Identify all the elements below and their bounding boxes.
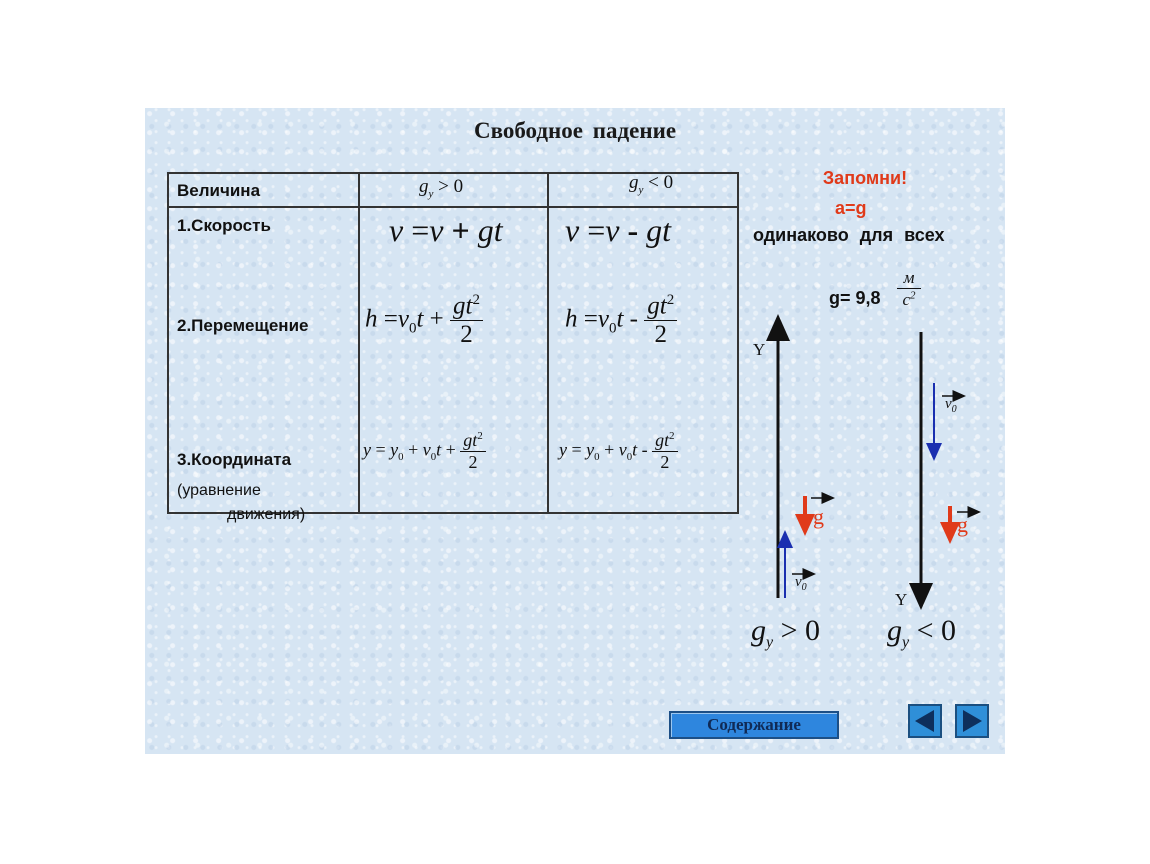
v0-label-right: $v_0$ bbox=[945, 396, 957, 415]
formula-speed-negative: v =v - gt bbox=[565, 212, 671, 248]
row-label-displacement: 2.Перемещение bbox=[177, 316, 309, 335]
remember-label: Запомни! bbox=[822, 168, 908, 188]
arrow-left-icon bbox=[910, 706, 940, 736]
row-label-coordinate: 3.Координата bbox=[177, 450, 292, 469]
g-label-right: g bbox=[957, 512, 968, 537]
motion-diagrams bbox=[145, 108, 1005, 754]
condition-gy-positive: $g_y > 0$ bbox=[751, 614, 821, 651]
header-gy-positive: $g_y > 0$ bbox=[419, 176, 464, 200]
slide bbox=[145, 108, 1005, 754]
condition-gy-negative: $g_y < 0$ bbox=[887, 614, 957, 651]
v0-label-left: $v_0$ bbox=[795, 574, 807, 593]
arrow-right-icon bbox=[957, 706, 987, 736]
g-unit: м $c^2$ bbox=[897, 268, 921, 310]
next-slide-button[interactable] bbox=[955, 704, 989, 738]
slide-title: Свободное падение bbox=[473, 118, 677, 143]
contents-button[interactable]: Содержание bbox=[669, 711, 839, 739]
row-note-equation: (уравнение bbox=[177, 482, 261, 499]
prev-slide-button[interactable] bbox=[908, 704, 942, 738]
formula-displacement-positive: $h =v_0t$ + $\frac{gt^2}{2}$ bbox=[365, 292, 483, 349]
row-note-motion: движения) bbox=[227, 506, 306, 523]
header-gy-negative: $g_y < 0$ bbox=[629, 172, 674, 196]
header-quantity: Величина bbox=[177, 181, 261, 200]
g-value: g= 9,8 bbox=[829, 288, 881, 308]
row-label-speed: 1.Скорость bbox=[177, 216, 271, 235]
formula-displacement-negative: $h =v_0t$ - $\frac{gt^2}{2}$ bbox=[565, 292, 677, 349]
formula-speed-positive: v =v + gt bbox=[389, 212, 503, 248]
formula-coordinate-negative: $y = y_0 + v_0t$ - $\frac{gt^2}{2}$ bbox=[559, 430, 678, 473]
a-equals-g: a=g bbox=[835, 198, 867, 218]
axis-label-y-right: Y bbox=[895, 590, 908, 609]
axis-label-y-left: Y bbox=[753, 340, 766, 359]
g-label-left: g bbox=[813, 504, 824, 529]
same-for-all: одинаково для всех bbox=[753, 225, 945, 245]
formula-coordinate-positive: $y = y_0 + v_0t$ + $\frac{gt^2}{2}$ bbox=[363, 430, 486, 473]
